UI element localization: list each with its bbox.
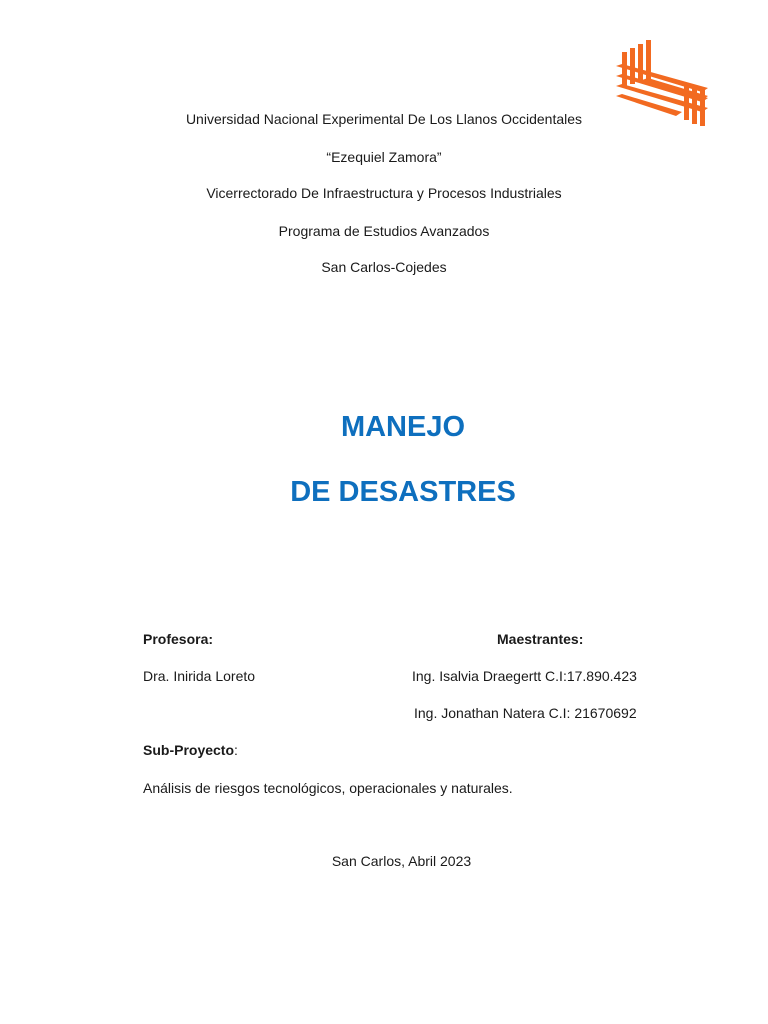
subproject-description: Análisis de riesgos tecnológicos, operacionales y naturales.: [143, 780, 513, 796]
professor-name: Dra. Inirida Loreto: [143, 668, 256, 684]
vice-rectorate: Vicerrectorado De Infraestructura y Procesos Industriales: [206, 185, 562, 201]
students-label: Maestrantes:: [497, 631, 584, 647]
title-line-1: MANEJO: [340, 411, 466, 443]
university-honoree: “Ezequiel Zamora”: [326, 149, 442, 165]
location: San Carlos-Cojedes: [321, 259, 447, 275]
university-name: Universidad Nacional Experimental De Los Llanos Occidentales: [185, 111, 583, 127]
subproject-heading: [143, 741, 238, 759]
subproject-colon: :: [234, 742, 238, 758]
title-line-2: DE DESASTRES: [290, 476, 516, 508]
program-name: Programa de Estudios Avanzados: [278, 223, 490, 239]
student-item-1: Ing. Isalvia Draegertt C.I:17.890.423: [412, 668, 637, 684]
subproject-label: Sub-Proyecto: [143, 742, 235, 758]
place-date: San Carlos, Abril 2023: [331, 853, 472, 869]
professor-label: Profesora:: [143, 631, 214, 647]
student-item-2: Ing. Jonathan Natera C.I: 21670692: [414, 705, 637, 721]
